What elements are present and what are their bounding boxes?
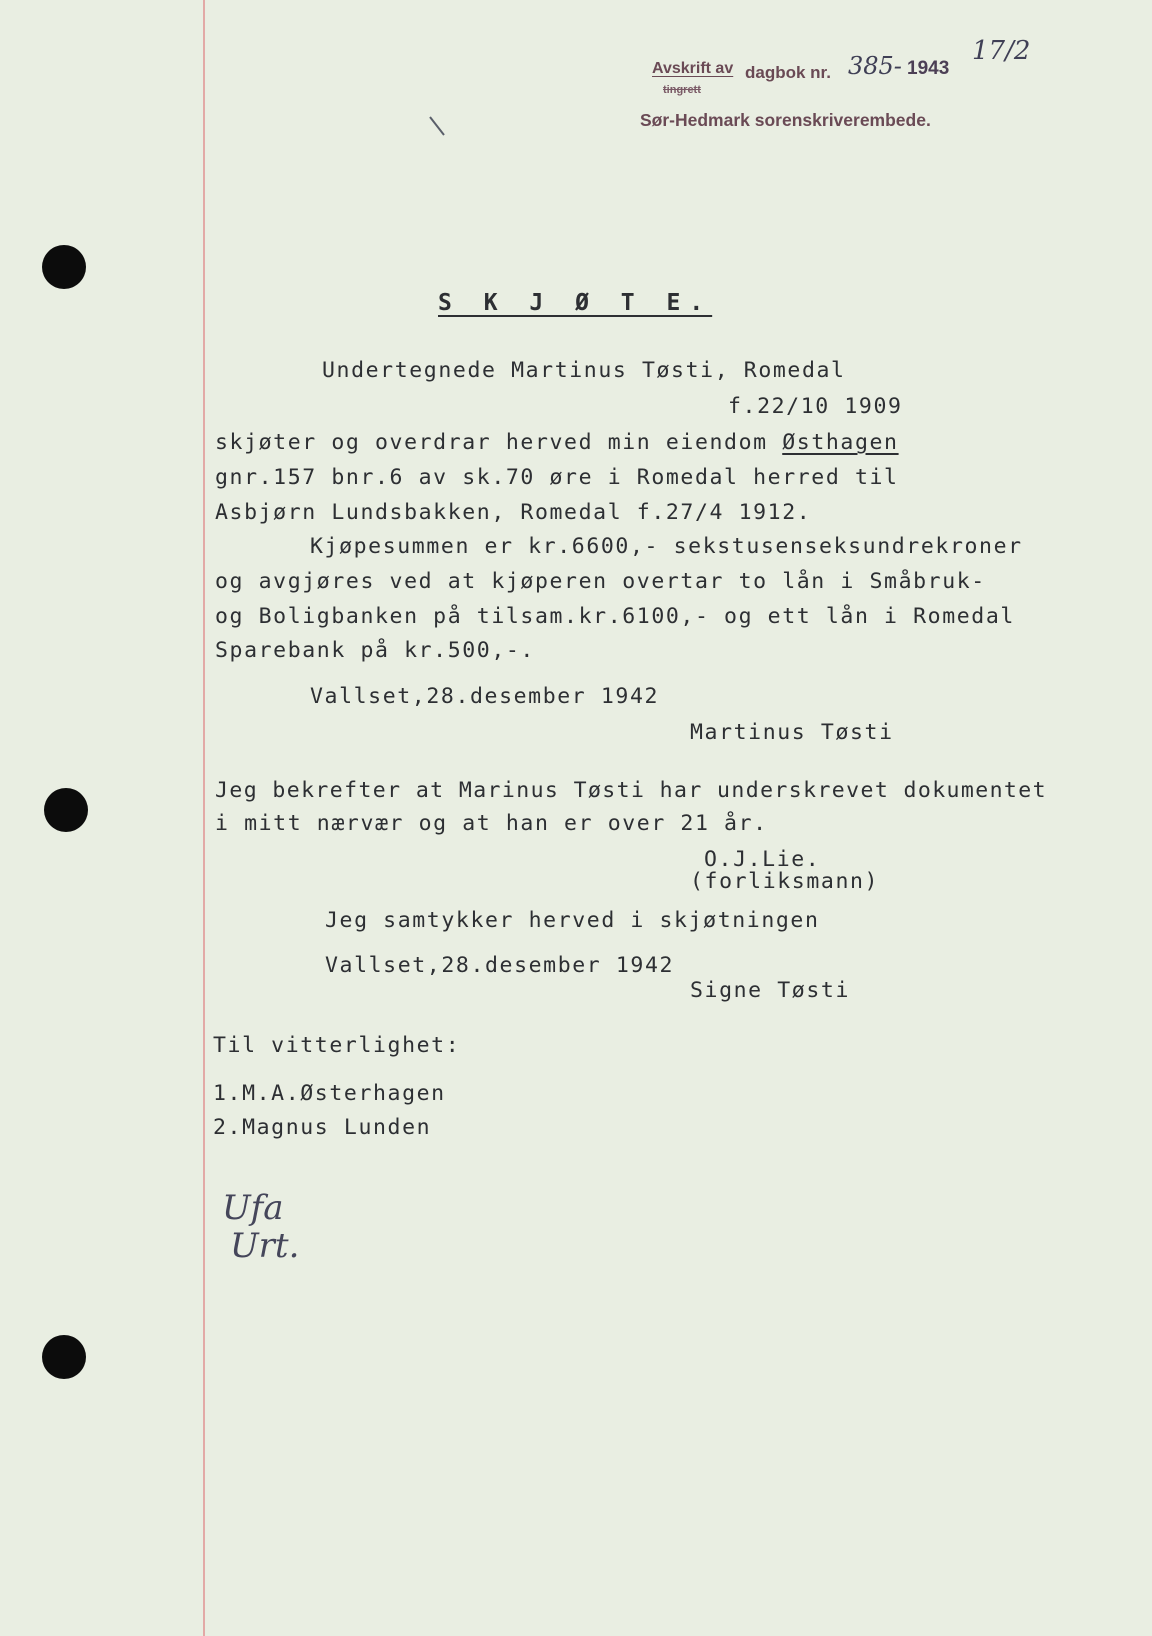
handwritten-initials-2: Urt. — [230, 1226, 300, 1266]
pen-tick-mark — [428, 115, 448, 139]
punch-hole-middle — [44, 788, 88, 832]
stamp-struck-text: tingrett — [663, 84, 701, 96]
handwritten-date: 17/2 — [972, 36, 1031, 66]
attesting-witness-1: 1.M.A.Østerhagen — [213, 1081, 446, 1106]
stamp-year: 1943 — [907, 58, 950, 79]
stamp-office-name: Sør-Hedmark sorenskriverembede. — [640, 110, 931, 130]
handwritten-dagbok-number: 385- — [848, 52, 902, 80]
consent-line: Jeg samtykker herved i skjøtningen — [325, 908, 820, 933]
stamp-prefix: Avskrift av — [652, 60, 734, 77]
attesting-witness-2: 2.Magnus Lunden — [213, 1115, 432, 1140]
confirmation-line-2: i mitt nærvær og at han er over 21 år. — [215, 811, 768, 836]
paragraph-2-line-1: Kjøpesummen er kr.6600,- sekstusenseksundrekroner — [310, 534, 1023, 559]
punch-hole-bottom — [42, 1335, 86, 1379]
paragraph-1-line-3: Asbjørn Lundsbakken, Romedal f.27/4 1912. — [215, 500, 812, 525]
spouse-signature: Signe Tøsti — [690, 978, 850, 1003]
intro-line-1: Undertegnede Martinus Tøsti, Romedal — [322, 358, 846, 383]
paragraph-2-line-2: og avgjøres ved at kjøperen overtar to lån i Småbruk- — [215, 569, 986, 594]
paragraph-2-line-3: og Boligbanken på tilsam.kr.6100,- og ett lån i Romedal — [215, 604, 1015, 629]
margin-rule — [203, 0, 205, 1636]
paragraph-1-line-2: gnr.157 bnr.6 av sk.70 øre i Romedal herred til — [215, 465, 899, 490]
intro-line-2: f.22/10 1909 — [728, 394, 903, 419]
confirmation-line-1: Jeg bekrefter at Marinus Tøsti har underskrevet dokumentet — [215, 778, 1047, 803]
place-date-1: Vallset,28.desember 1942 — [310, 684, 660, 709]
witness-name: O.J.Lie. — [704, 847, 821, 872]
paragraph-2-line-4: Sparebank på kr.500,-. — [215, 638, 535, 663]
seller-signature: Martinus Tøsti — [690, 720, 894, 745]
paragraph-1-line-1-text: skjøter og overdrar herved min eiendom — [215, 430, 783, 455]
punch-hole-top — [42, 245, 86, 289]
place-date-2: Vallset,28.desember 1942 — [325, 953, 675, 978]
vitterlighet-heading: Til vitterlighet: — [213, 1033, 461, 1058]
stamp-dagbok-label: dagbok nr. — [745, 63, 831, 82]
paragraph-1-line-1 — [215, 432, 899, 454]
witness-title: (forliksmann) — [690, 869, 880, 894]
document-title: S K J Ø T E. — [438, 290, 713, 316]
handwritten-initials-1: Ufa — [222, 1188, 284, 1228]
property-name: Østhagen — [782, 430, 899, 455]
